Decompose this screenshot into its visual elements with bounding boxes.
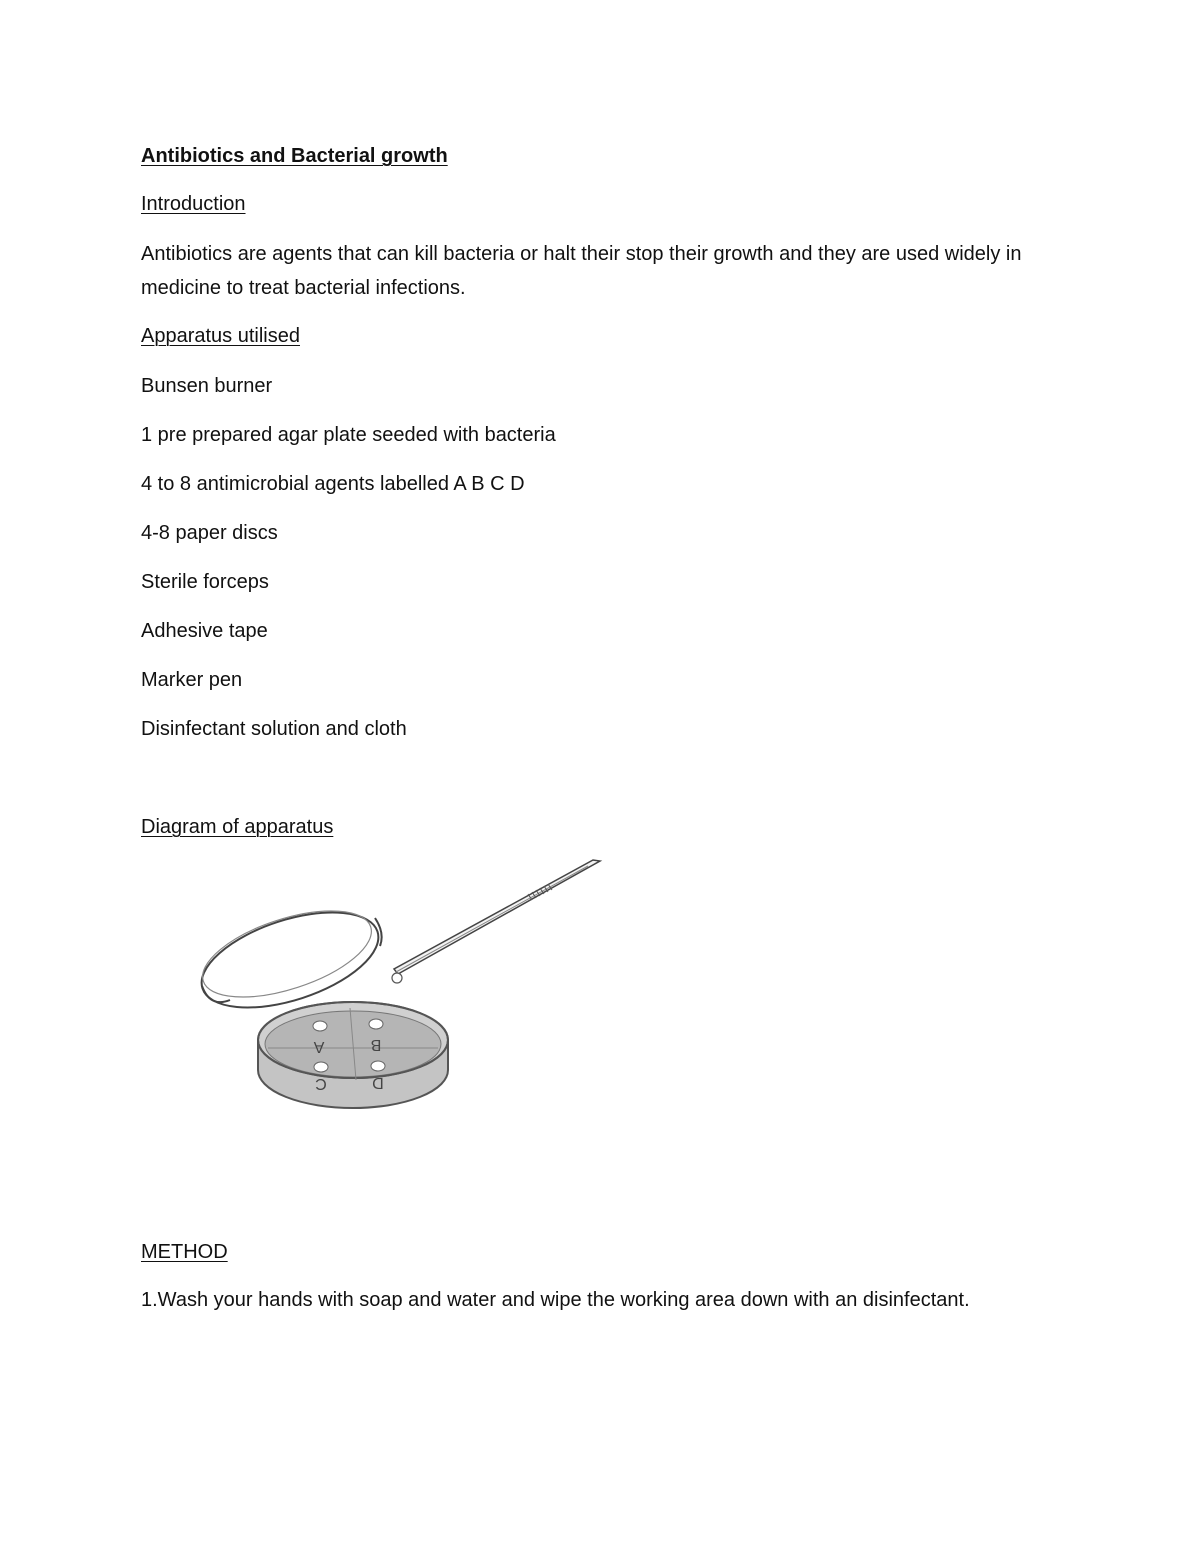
- method-heading: METHOD: [141, 1241, 228, 1263]
- apparatus-item: Bunsen burner: [141, 375, 273, 397]
- introduction-heading: Introduction: [141, 193, 246, 215]
- petri-dish-diagram: [190, 858, 610, 1118]
- paper-disc: [313, 1021, 327, 1031]
- apparatus-item: Disinfectant solution and cloth: [141, 718, 407, 740]
- paper-disc: [371, 1061, 385, 1071]
- paper-disc: [369, 1019, 383, 1029]
- disc-label-a: A: [313, 1038, 325, 1055]
- forceps: [392, 860, 600, 983]
- apparatus-item: 1 pre prepared agar plate seeded with bacteria: [141, 424, 556, 446]
- petri-dish-base: [258, 1002, 448, 1108]
- disc-label-b: B: [370, 1036, 382, 1053]
- apparatus-item: 4 to 8 antimicrobial agents labelled A B C D: [141, 473, 525, 495]
- document-title: Antibiotics and Bacterial growth: [141, 145, 448, 167]
- apparatus-item: Adhesive tape: [141, 620, 268, 642]
- diagram-heading: Diagram of apparatus: [141, 816, 334, 838]
- apparatus-heading: Apparatus utilised: [141, 325, 300, 347]
- disc-label-d: D: [372, 1074, 384, 1091]
- apparatus-item: Marker pen: [141, 669, 243, 691]
- introduction-text: Antibiotics are agents that can kill bacteria or halt their stop their growth and they are used widely in medicine to treat bacterial infections.: [141, 243, 1022, 299]
- apparatus-item: 4-8 paper discs: [141, 522, 278, 544]
- held-paper-disc: [392, 973, 402, 983]
- paper-disc: [314, 1062, 328, 1072]
- disc-label-c: C: [315, 1075, 327, 1092]
- apparatus-item: Sterile forceps: [141, 571, 269, 593]
- method-step: 1.Wash your hands with soap and water and wipe the working area down with an disinfectant.: [141, 1289, 970, 1311]
